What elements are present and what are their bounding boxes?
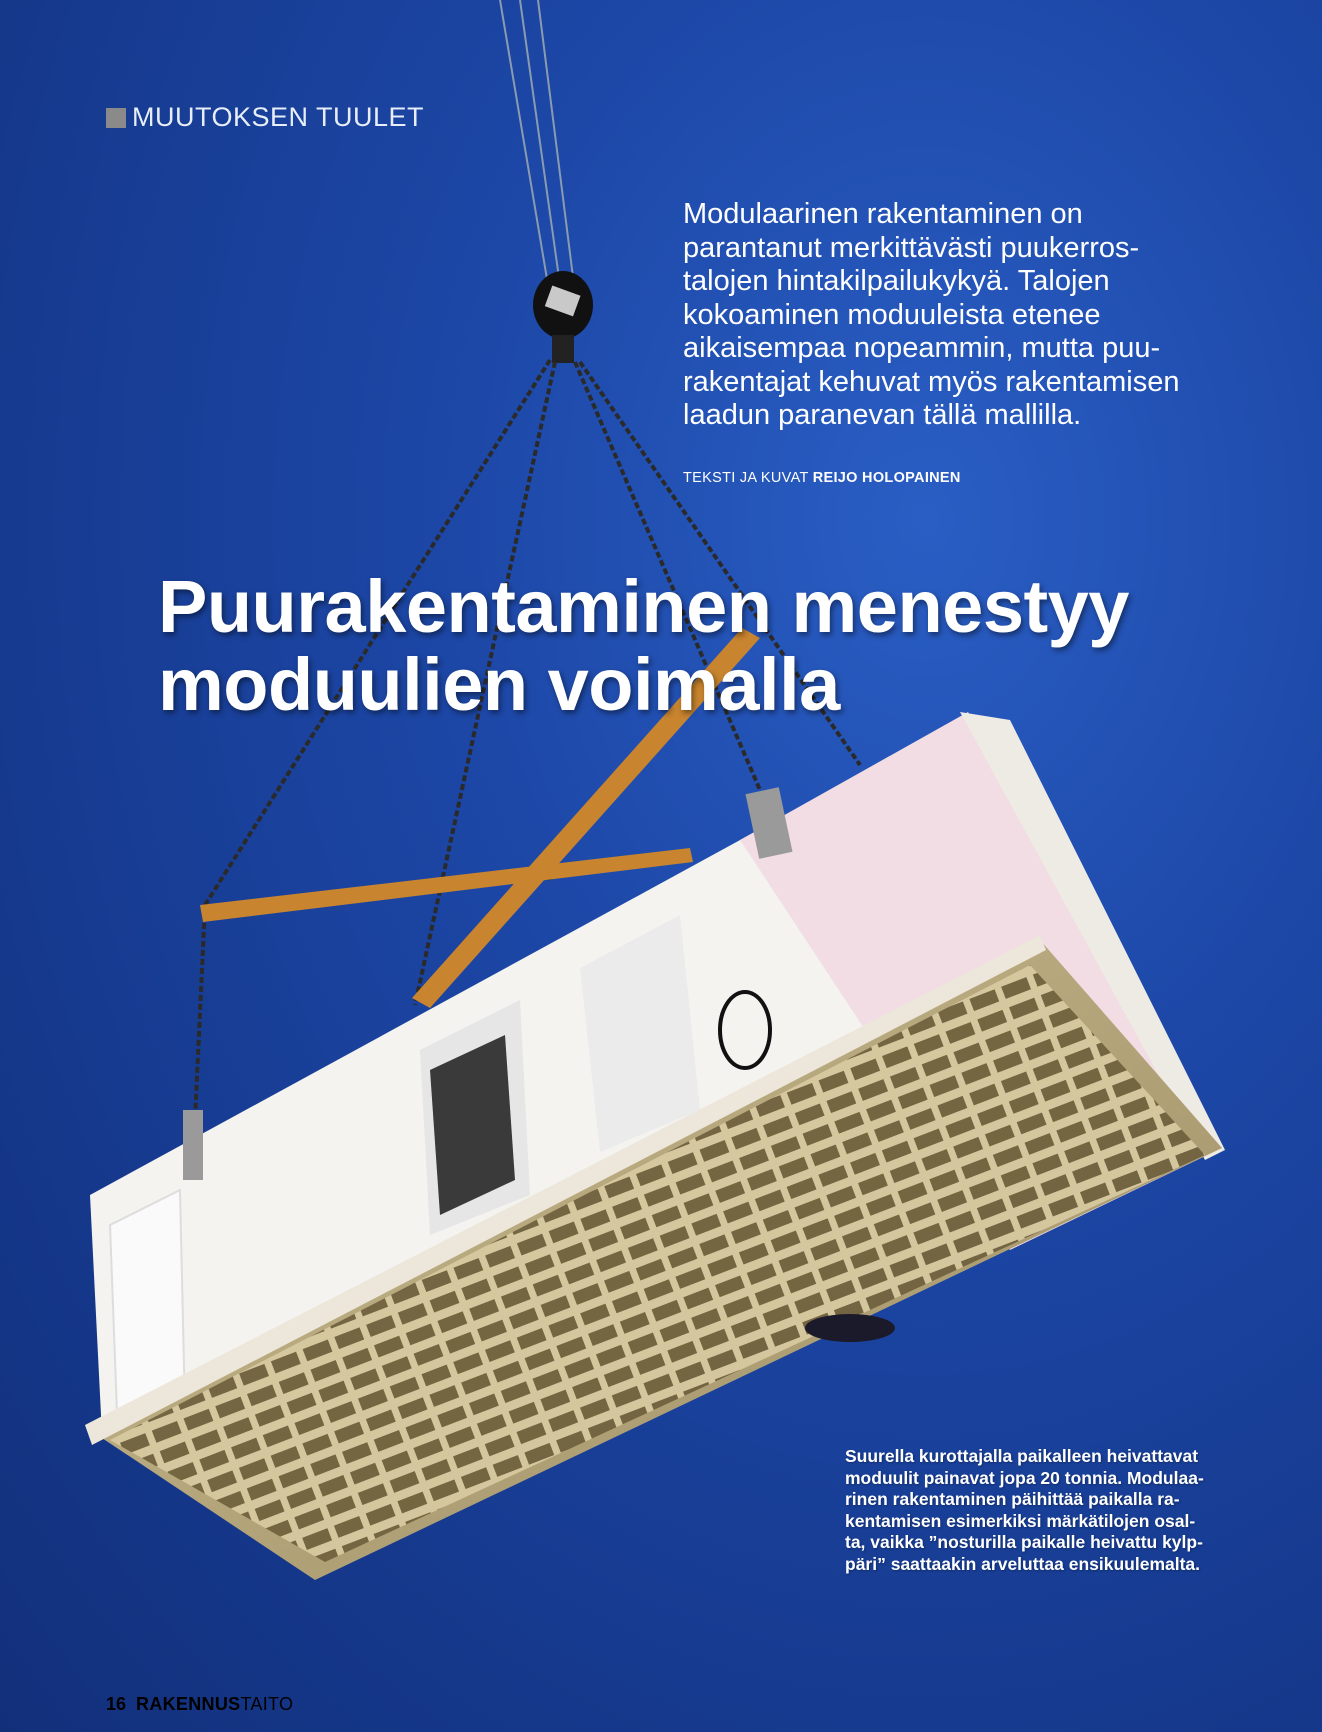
headline-line-2: moduulien voimalla [158,643,840,726]
article-headline [158,565,1278,726]
magazine-brand [136,1694,293,1715]
headline-line-1: Puurakentaminen menestyy [158,565,1129,648]
crane-hook [533,271,593,363]
lede-paragraph: Modulaarinen rakentaminen on parantanut merkittävästi puukerros- talojen hintakilpailukykyä. Talojen kokoaminen moduuleista etenee aikaisempaa nopeammin, mutta puu- rakentajat kehuvat myös rakentamisen laadun paranevan tällä mallilla. [683,198,1180,431]
section-label: MUUTOKSEN TUULET [132,102,425,132]
byline-prefix: TEKSTI JA KUVAT [683,470,809,486]
page-footer [106,1694,293,1715]
crane-cables [500,0,574,285]
photo-caption: Suurella kurottajalla paikalleen heivattavat moduulit painavat jopa 20 tonnia. Modulaa- rinen rakentaminen päihittää paikalla ra- kentamisen esimerkiksi märkätilojen osal- ta, vaikka ”nosturilla paikalle heivattu kylp- päri” saattaakin arveluttaa ensikuulemalta. [845,1446,1204,1574]
section-marker [106,108,126,128]
brand-bold: RAKENNUS [136,1694,241,1714]
byline-author: REIJO HOLOPAINEN [812,470,961,486]
page-number: 16 [106,1694,127,1714]
section-tag [106,102,424,133]
brand-light: TAITO [240,1694,294,1714]
byline [683,470,961,486]
